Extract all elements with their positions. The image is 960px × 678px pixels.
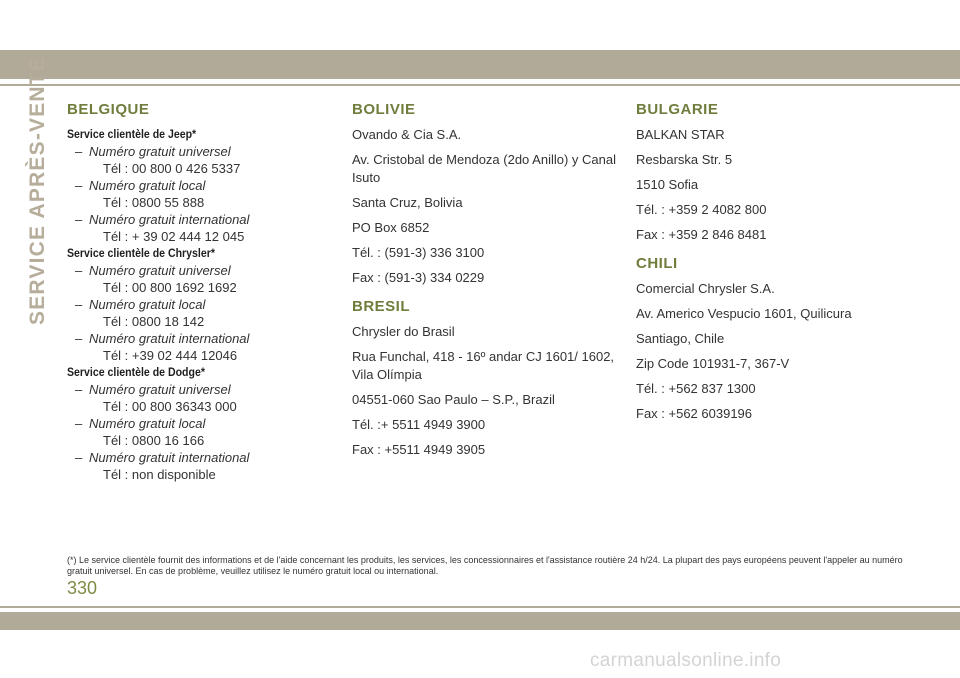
list-item — [75, 330, 337, 364]
address-line: Ovando & Cia S.A. — [352, 127, 462, 142]
list-item — [75, 415, 337, 449]
entry-label: Numéro gratuit universel — [89, 263, 231, 278]
entry-label: Numéro gratuit local — [89, 297, 206, 312]
country-heading-bresil: BRESIL — [352, 298, 411, 315]
address-line: PO Box 6852 — [352, 220, 430, 235]
phone-value: Tél : 00 800 0 426 5337 — [103, 161, 241, 176]
service-heading: Service clientèle de Chrysler* — [67, 246, 215, 260]
list-item — [75, 211, 337, 245]
country-heading-bolivie: BOLIVIE — [352, 101, 416, 118]
dash-bullet: – — [75, 416, 83, 431]
dash-bullet: – — [75, 331, 83, 346]
address-line: Chrysler do Brasil — [352, 324, 455, 339]
address-line: Resbarska Str. 5 — [636, 152, 733, 167]
dash-bullet: – — [75, 382, 83, 397]
address-line: Santa Cruz, Bolivia — [352, 195, 463, 210]
section-side-title: SERVICE APRÈS-VENTE — [26, 55, 49, 325]
header-band — [0, 50, 960, 79]
service-group-chrysler — [67, 245, 337, 364]
footer-rule — [0, 606, 960, 608]
watermark: carmanualsonline.info — [590, 650, 782, 671]
address-line: Av. Cristobal de Mendoza (2do Anillo) y Canal Isuto — [352, 152, 616, 185]
entry-label: Numéro gratuit international — [89, 331, 250, 346]
list-item — [75, 262, 337, 296]
dash-bullet: – — [75, 297, 83, 312]
phone-value: Tél : 00 800 1692 1692 — [103, 280, 237, 295]
column-belgique — [67, 100, 337, 483]
dash-bullet: – — [75, 144, 83, 159]
address-line: Av. Americo Vespucio 1601, Quilicura — [636, 306, 852, 321]
country-heading-chili: CHILI — [636, 255, 678, 272]
list-item — [75, 381, 337, 415]
address-line: 1510 Sofia — [636, 177, 699, 192]
country-heading-belgique: BELGIQUE — [67, 101, 150, 118]
list-item — [75, 296, 337, 330]
service-heading: Service clientèle de Jeep* — [67, 127, 197, 141]
phone-line: Tél. :+ 5511 4949 3900 — [352, 417, 486, 432]
phone-line: Tél. : +359 2 4082 800 — [636, 202, 767, 217]
address-line: Zip Code 101931-7, 367-V — [636, 356, 790, 371]
entry-label: Numéro gratuit international — [89, 212, 250, 227]
phone-value: Tél : +39 02 444 12046 — [103, 348, 238, 363]
fax-line: Fax : +359 2 846 8481 — [636, 227, 767, 242]
service-group-dodge — [67, 364, 337, 483]
phone-value: Tél : 0800 18 142 — [103, 314, 205, 329]
entry-label: Numéro gratuit universel — [89, 382, 231, 397]
list-item — [75, 449, 337, 483]
fax-line: Fax : +5511 4949 3905 — [352, 442, 486, 457]
footer-band — [0, 612, 960, 630]
dash-bullet: – — [75, 212, 83, 227]
service-heading: Service clientèle de Dodge* — [67, 365, 205, 379]
column-bulgarie-chili — [636, 100, 916, 430]
entry-label: Numéro gratuit local — [89, 178, 206, 193]
address-line: BALKAN STAR — [636, 127, 725, 142]
fax-line: Fax : +562 6039196 — [636, 406, 753, 421]
page-number: 330 — [67, 578, 98, 598]
phone-line: Tél. : (591-3) 336 3100 — [352, 245, 485, 260]
header-rule — [0, 84, 960, 86]
entry-label: Numéro gratuit universel — [89, 144, 231, 159]
list-item — [75, 143, 337, 177]
address-line: 04551-060 Sao Paulo – S.P., Brazil — [352, 392, 555, 407]
entry-label: Numéro gratuit international — [89, 450, 250, 465]
dash-bullet: – — [75, 263, 83, 278]
dash-bullet: – — [75, 450, 83, 465]
phone-value: Tél : 0800 16 166 — [103, 433, 205, 448]
footnote: (*) Le service clientèle fournit des informations et de l'aide concernant les produits, les services, les concessionnaires et l'assistance routière 24 h/24. La plupart des pays européens peuvent l'appeler au numéro gratuit universel. En cas de problème, veuillez utilisez le numéro gratuit local ou international. — [67, 555, 903, 576]
address-line: Santiago, Chile — [636, 331, 725, 346]
phone-value: Tél : 00 800 36343 000 — [103, 399, 237, 414]
service-group-jeep — [67, 126, 337, 245]
entry-label: Numéro gratuit local — [89, 416, 206, 431]
phone-value: Tél : non disponible — [103, 467, 216, 482]
list-item — [75, 177, 337, 211]
phone-value: Tél : + 39 02 444 12 045 — [103, 229, 245, 244]
country-heading-bulgarie: BULGARIE — [636, 101, 719, 118]
dash-bullet: – — [75, 178, 83, 193]
fax-line: Fax : (591-3) 334 0229 — [352, 270, 485, 285]
phone-value: Tél : 0800 55 888 — [103, 195, 205, 210]
address-line: Comercial Chrysler S.A. — [636, 281, 775, 296]
address-line: Rua Funchal, 418 - 16º andar CJ 1601/ 1602, Vila Olímpia — [352, 349, 615, 382]
column-bolivie-bresil — [352, 100, 622, 466]
phone-line: Tél. : +562 837 1300 — [636, 381, 756, 396]
